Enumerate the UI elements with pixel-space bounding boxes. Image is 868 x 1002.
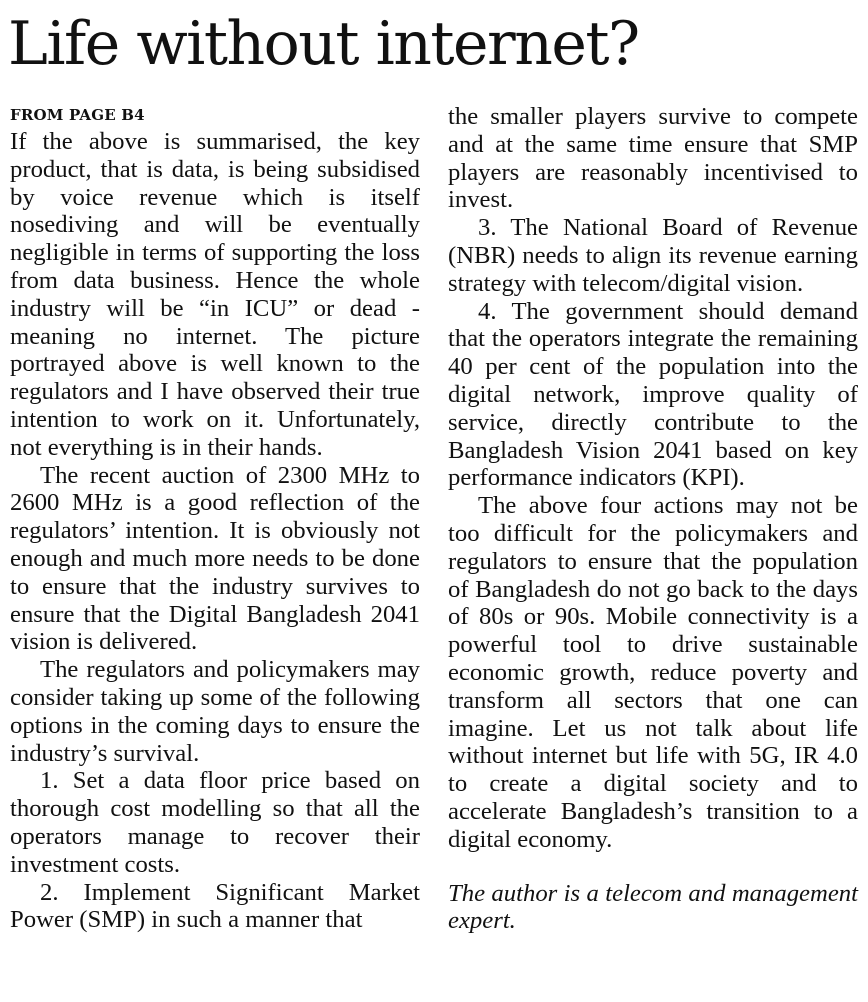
right-column — [448, 103, 858, 935]
paragraph-option-3: 3. The National Board of Revenue (NBR) needs to align its revenue earning strategy with telecom/digital vision. — [448, 214, 858, 297]
paragraph-auction: The recent auction of 2300 MHz to 2600 MHz is a good reflection of the regulators’ intention. It is obviously not enough and much more needs to be done to ensure that the industry survives to ensure that the Digital Bangladesh 2041 vision is delivered. — [10, 461, 420, 656]
left-column — [10, 103, 420, 934]
paragraph-option-2-start: 2. Implement Significant Market Power (SMP) in such a manner that — [10, 878, 420, 934]
paragraph-summary: If the above is summarised, the key product, that is data, is being subsidised by voice revenue which is itself nosediving and will be eventually negligible in terms of supporting the loss from data business. Hence the whole industry will be “in ICU” or dead - meaning no internet. The picture portrayed above is well known to the regulators and I have observed their true intention to work on it. Unfortunately, not everything is in their hands. — [10, 128, 420, 461]
paragraph-option-4: 4. The government should demand that the operators integrate the remaining 40 per cent of the population into the digital network, improve quality of service, directly contribute to the Bangladesh Vision 2041 based on key performance indicators (KPI). — [448, 297, 858, 492]
jump-label: FROM PAGE B4 — [10, 106, 145, 124]
paragraph-conclusion: The above four actions may not be too difficult for the policymakers and regulators to ensure that the population of Bangladesh do not go back to the days of 80s or 90s. Mobile connectivity is a powerful tool to drive sustainable economic growth, reduce poverty and transform all sectors that one can imagine. Let us not talk about life without internet but life with 5G, IR 4.0 to create a digital society and to accelerate Bangladesh’s transition to a digital economy. — [448, 492, 858, 853]
paragraph-options-intro: The regulators and policymakers may consider taking up some of the following options in the coming days to ensure the industry’s survival. — [10, 656, 420, 767]
author-note: The author is a telecom and management expert. — [448, 879, 858, 935]
paragraph-option-2-end: the smaller players survive to compete and at the same time ensure that SMP players are reasonably incentivised to invest. — [448, 103, 858, 214]
headline: Life without internet? — [8, 9, 639, 79]
paragraph-option-1: 1. Set a data floor price based on thorough cost modelling so that all the operators manage to recover their investment costs. — [10, 767, 420, 878]
